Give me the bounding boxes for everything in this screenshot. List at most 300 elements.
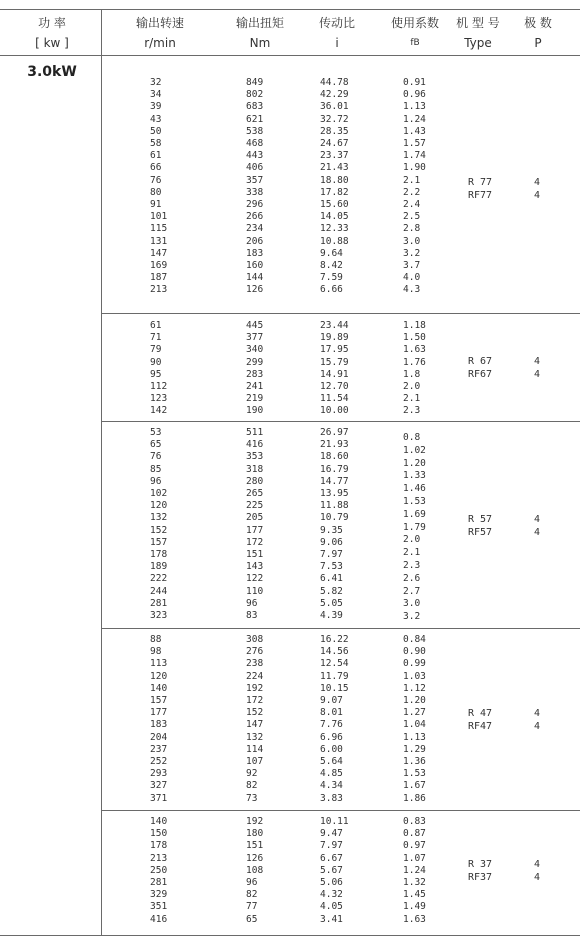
speed-value: 32: [150, 77, 162, 88]
service-factor-value: 1.24: [403, 113, 426, 125]
service-factor-value: 2.1: [403, 547, 421, 559]
torque-value: 205: [246, 512, 264, 524]
service-factor-value: 1.8: [403, 368, 421, 380]
model-type-value: RF47: [468, 721, 493, 732]
header-model: 机 型 号: [456, 16, 500, 30]
service-factor-column: [403, 432, 426, 624]
torque-value: 65: [246, 913, 258, 925]
service-factor-value: 1.27: [403, 707, 426, 719]
ratio-value: 6.67: [320, 852, 343, 864]
service-factor-value: 1.49: [403, 901, 426, 913]
speed-value: 213: [150, 284, 168, 296]
ratio-value: 5.82: [320, 585, 343, 597]
ratio-value: 26.97: [320, 427, 349, 438]
speed-value: 140: [150, 682, 168, 694]
service-factor-value: 0.90: [403, 646, 426, 658]
service-factor-value: 1.36: [403, 756, 426, 768]
model-type: [468, 513, 492, 539]
speed-value: 112: [150, 381, 168, 393]
speed-value: 90: [150, 356, 162, 368]
header-poles-unit: P: [534, 36, 542, 50]
speed-value: 213: [150, 852, 168, 864]
header-ratio: 传动比: [318, 16, 355, 30]
speed-value: 58: [150, 138, 162, 150]
service-factor-value: 2.2: [403, 186, 421, 198]
model-type-value: R 57: [468, 514, 493, 525]
ratio-value: 11.88: [320, 500, 349, 512]
speed-value: 102: [150, 488, 168, 500]
ratio-value: 19.89: [320, 332, 349, 344]
ratio-value: 8.01: [320, 707, 343, 719]
header-service-factor-unit: fB: [410, 38, 420, 48]
ratio-value: 7.59: [320, 272, 343, 284]
service-factor-value: 2.1: [403, 393, 421, 405]
ratio-value: 10.11: [320, 816, 349, 827]
torque-value: 299: [246, 356, 264, 368]
group-separator: [101, 628, 580, 629]
ratio-value: 11.79: [320, 670, 349, 682]
service-factor-value: 0.97: [403, 840, 426, 852]
header-output-torque: 输出扭矩: [235, 16, 284, 30]
torque-value: 353: [246, 451, 264, 463]
torque-value: 340: [246, 344, 264, 356]
service-factor-value: 1.02: [403, 444, 426, 456]
ratio-value: 36.01: [320, 101, 349, 113]
speed-value: 281: [150, 877, 168, 889]
service-factor-value: 1.20: [403, 457, 426, 469]
header-power: 功 率: [38, 16, 66, 30]
model-type: [468, 858, 492, 884]
ratio-value: 5.67: [320, 864, 343, 876]
torque-column: [246, 634, 263, 805]
service-factor-value: 1.79: [403, 521, 426, 533]
service-factor-value: 1.29: [403, 743, 426, 755]
speed-value: 178: [150, 549, 168, 561]
ratio-value: 12.70: [320, 381, 349, 393]
speed-value: 150: [150, 828, 168, 840]
speed-value: 147: [150, 247, 168, 259]
header-model-unit: Type: [464, 36, 492, 50]
service-factor-value: 0.87: [403, 828, 426, 840]
speed-value: 327: [150, 780, 168, 792]
torque-value: 280: [246, 475, 264, 487]
speed-value: 66: [150, 162, 162, 174]
torque-value: 206: [246, 235, 264, 247]
model-type-value: R 77: [468, 177, 493, 188]
service-factor-value: 1.63: [403, 344, 426, 356]
torque-value: 234: [246, 223, 264, 235]
model-type-value: RF67: [468, 369, 493, 380]
torque-value: 122: [246, 573, 264, 585]
ratio-value: 9.35: [320, 524, 343, 536]
header-service-factor: 使用系数: [390, 16, 439, 30]
ratio-value: 6.41: [320, 573, 343, 585]
ratio-column: [320, 427, 349, 622]
torque-value: 538: [246, 125, 264, 137]
torque-value: 152: [246, 707, 264, 719]
speed-value: 76: [150, 174, 162, 186]
ratio-value: 16.79: [320, 463, 349, 475]
speed-value: 140: [150, 816, 168, 827]
torque-value: 416: [246, 439, 264, 451]
speed-value: 91: [150, 199, 162, 211]
pole-count: [534, 355, 540, 381]
ratio-value: 7.53: [320, 561, 343, 573]
service-factor-value: 1.50: [403, 332, 426, 344]
torque-value: 126: [246, 852, 264, 864]
ratio-value: 9.07: [320, 695, 343, 707]
pole-count-value: 4: [534, 514, 541, 525]
model-type-value: RF57: [468, 527, 493, 538]
speed-value: 250: [150, 864, 168, 876]
speed-value: 157: [150, 695, 168, 707]
service-factor-value: 1.67: [403, 780, 426, 792]
speed-value: 252: [150, 756, 168, 768]
speed-value: 113: [150, 658, 168, 670]
speed-column: [150, 77, 167, 297]
service-factor-value: 2.4: [403, 199, 421, 211]
pole-count: [534, 707, 540, 733]
service-factor-value: 1.90: [403, 162, 426, 174]
torque-value: 192: [246, 816, 264, 827]
ratio-value: 7.97: [320, 549, 343, 561]
ratio-value: 5.06: [320, 877, 343, 889]
model-type-value: R 37: [468, 859, 493, 870]
torque-value: 190: [246, 405, 264, 417]
service-factor-value: 2.0: [403, 534, 421, 546]
service-factor-value: 3.2: [403, 611, 421, 623]
speed-value: 371: [150, 792, 168, 804]
speed-column: [150, 320, 167, 418]
service-factor-value: 1.74: [403, 150, 426, 162]
service-factor-column: [403, 634, 426, 805]
torque-value: 219: [246, 393, 264, 405]
service-factor-value: 1.43: [403, 125, 426, 137]
torque-value: 82: [246, 889, 258, 901]
ratio-value: 4.05: [320, 901, 343, 913]
torque-value: 144: [246, 272, 264, 284]
speed-value: 61: [150, 320, 162, 331]
speed-value: 178: [150, 840, 168, 852]
speed-value: 96: [150, 475, 162, 487]
service-factor-value: 2.5: [403, 211, 421, 223]
service-factor-value: 1.24: [403, 864, 426, 876]
table-top-border: [0, 9, 580, 10]
service-factor-value: 1.63: [403, 913, 426, 925]
speed-value: 34: [150, 89, 162, 101]
service-factor-value: 2.0: [403, 381, 421, 393]
speed-value: 88: [150, 634, 162, 645]
ratio-value: 23.37: [320, 150, 349, 162]
pole-count-value: 4: [534, 721, 541, 732]
header-ratio-unit: i: [335, 36, 339, 50]
torque-value: 114: [246, 743, 264, 755]
service-factor-value: 2.6: [403, 572, 421, 584]
speed-value: 142: [150, 405, 168, 417]
speed-value: 101: [150, 211, 168, 223]
ratio-value: 21.93: [320, 439, 349, 451]
speed-value: 76: [150, 451, 162, 463]
speed-value: 237: [150, 743, 168, 755]
torque-value: 308: [246, 634, 264, 645]
speed-value: 187: [150, 272, 168, 284]
ratio-value: 4.85: [320, 768, 343, 780]
torque-value: 183: [246, 247, 264, 259]
ratio-value: 21.43: [320, 162, 349, 174]
torque-value: 126: [246, 284, 264, 296]
torque-value: 160: [246, 260, 264, 272]
service-factor-value: 1.46: [403, 483, 426, 495]
torque-value: 151: [246, 840, 264, 852]
service-factor-value: 1.45: [403, 889, 426, 901]
service-factor-value: 1.69: [403, 508, 426, 520]
power-value: 3.0kW: [27, 64, 77, 80]
group-separator: [101, 421, 580, 422]
service-factor-value: 1.03: [403, 670, 426, 682]
ratio-column: [320, 816, 349, 926]
service-factor-value: 2.1: [403, 174, 421, 186]
ratio-value: 9.47: [320, 828, 343, 840]
service-factor-value: 1.18: [403, 320, 426, 331]
torque-value: 225: [246, 500, 264, 512]
speed-value: 123: [150, 393, 168, 405]
ratio-value: 13.95: [320, 488, 349, 500]
torque-value: 445: [246, 320, 264, 331]
pole-count: [534, 176, 540, 202]
ratio-value: 11.54: [320, 393, 349, 405]
speed-value: 120: [150, 500, 168, 512]
service-factor-value: 1.13: [403, 101, 426, 113]
speed-value: 65: [150, 439, 162, 451]
torque-value: 266: [246, 211, 264, 223]
torque-value: 357: [246, 174, 264, 186]
model-type: [468, 355, 492, 381]
ratio-value: 10.88: [320, 235, 349, 247]
service-factor-value: 3.7: [403, 260, 421, 272]
ratio-value: 9.06: [320, 536, 343, 548]
service-factor-column: [403, 816, 426, 926]
pole-count: [534, 513, 540, 539]
speed-value: 189: [150, 561, 168, 573]
speed-value: 293: [150, 768, 168, 780]
speed-value: 80: [150, 186, 162, 198]
service-factor-value: 0.8: [403, 432, 421, 443]
service-factor-value: 3.2: [403, 247, 421, 259]
speed-column: [150, 634, 167, 805]
service-factor-value: 3.0: [403, 598, 421, 610]
service-factor-value: 3.0: [403, 235, 421, 247]
torque-value: 172: [246, 695, 264, 707]
ratio-value: 32.72: [320, 113, 349, 125]
model-type-value: R 67: [468, 356, 493, 367]
service-factor-value: 2.3: [403, 405, 421, 417]
service-factor-value: 1.53: [403, 768, 426, 780]
speed-column: [150, 427, 167, 622]
ratio-value: 28.35: [320, 125, 349, 137]
service-factor-value: 2.3: [403, 559, 421, 571]
torque-value: 82: [246, 780, 258, 792]
ratio-value: 17.95: [320, 344, 349, 356]
torque-value: 238: [246, 658, 264, 670]
service-factor-value: 1.76: [403, 356, 426, 368]
ratio-value: 3.83: [320, 792, 343, 804]
model-type: [468, 707, 492, 733]
speed-value: 183: [150, 719, 168, 731]
torque-column: [246, 816, 263, 926]
ratio-value: 10.00: [320, 405, 349, 417]
torque-value: 318: [246, 463, 264, 475]
torque-column: [246, 320, 263, 418]
torque-value: 180: [246, 828, 264, 840]
ratio-value: 6.66: [320, 284, 343, 296]
service-factor-value: 1.12: [403, 682, 426, 694]
torque-value: 377: [246, 332, 264, 344]
speed-value: 132: [150, 512, 168, 524]
ratio-value: 18.60: [320, 451, 349, 463]
ratio-column: [320, 634, 349, 805]
torque-value: 77: [246, 901, 258, 913]
ratio-value: 12.54: [320, 658, 349, 670]
torque-value: 511: [246, 427, 264, 438]
speed-value: 222: [150, 573, 168, 585]
torque-value: 468: [246, 138, 264, 150]
speed-value: 95: [150, 368, 162, 380]
ratio-column: [320, 320, 349, 418]
speed-value: 323: [150, 610, 168, 622]
torque-value: 147: [246, 719, 264, 731]
service-factor-value: 1.57: [403, 138, 426, 150]
ratio-value: 14.91: [320, 368, 349, 380]
service-factor-value: 1.13: [403, 731, 426, 743]
ratio-value: 6.00: [320, 743, 343, 755]
torque-value: 276: [246, 646, 264, 658]
pole-count-value: 4: [534, 190, 541, 201]
model-type-value: RF37: [468, 872, 493, 883]
speed-value: 79: [150, 344, 162, 356]
ratio-value: 5.05: [320, 597, 343, 609]
torque-value: 73: [246, 792, 258, 804]
torque-column: [246, 427, 263, 622]
pole-count: [534, 858, 540, 884]
service-factor-value: 0.96: [403, 89, 426, 101]
service-factor-value: 1.33: [403, 470, 426, 482]
model-type-value: R 47: [468, 708, 493, 719]
ratio-value: 9.64: [320, 247, 343, 259]
service-factor-value: 4.3: [403, 284, 421, 296]
ratio-value: 14.05: [320, 211, 349, 223]
torque-value: 849: [246, 77, 264, 88]
torque-value: 241: [246, 381, 264, 393]
torque-value: 283: [246, 368, 264, 380]
ratio-value: 44.78: [320, 77, 349, 88]
torque-value: 108: [246, 864, 264, 876]
ratio-value: 10.79: [320, 512, 349, 524]
speed-value: 204: [150, 731, 168, 743]
speed-value: 177: [150, 707, 168, 719]
torque-value: 683: [246, 101, 264, 113]
service-factor-column: [403, 320, 426, 418]
speed-value: 39: [150, 101, 162, 113]
service-factor-value: 1.53: [403, 495, 426, 507]
ratio-value: 23.44: [320, 320, 349, 331]
torque-value: 92: [246, 768, 258, 780]
service-factor-value: 2.8: [403, 223, 421, 235]
ratio-value: 12.33: [320, 223, 349, 235]
speed-value: 351: [150, 901, 168, 913]
ratio-value: 18.80: [320, 174, 349, 186]
torque-value: 151: [246, 549, 264, 561]
speed-value: 85: [150, 463, 162, 475]
speed-value: 120: [150, 670, 168, 682]
ratio-value: 7.97: [320, 840, 343, 852]
ratio-value: 15.79: [320, 356, 349, 368]
pole-count-value: 4: [534, 177, 541, 188]
speed-value: 71: [150, 332, 162, 344]
ratio-value: 5.64: [320, 756, 343, 768]
header-output-speed: 输出转速: [135, 16, 184, 30]
header-output-speed-unit: r/min: [144, 36, 176, 50]
ratio-value: 7.76: [320, 719, 343, 731]
torque-value: 443: [246, 150, 264, 162]
speed-value: 416: [150, 913, 168, 925]
speed-value: 152: [150, 524, 168, 536]
group-separator: [101, 810, 580, 811]
torque-value: 265: [246, 488, 264, 500]
torque-value: 96: [246, 877, 258, 889]
speed-value: 329: [150, 889, 168, 901]
speed-value: 244: [150, 585, 168, 597]
ratio-value: 24.67: [320, 138, 349, 150]
ratio-value: 4.32: [320, 889, 343, 901]
speed-value: 157: [150, 536, 168, 548]
ratio-value: 8.42: [320, 260, 343, 272]
torque-value: 224: [246, 670, 264, 682]
power-column-divider: [101, 9, 102, 936]
ratio-value: 3.41: [320, 913, 343, 925]
service-factor-value: 0.84: [403, 634, 426, 645]
ratio-column: [320, 77, 349, 297]
service-factor-value: 0.91: [403, 77, 426, 88]
header-output-torque-unit: Nm: [249, 36, 271, 50]
ratio-value: 4.34: [320, 780, 343, 792]
service-factor-value: 0.83: [403, 816, 426, 827]
ratio-value: 14.56: [320, 646, 349, 658]
model-type: [468, 176, 492, 202]
pole-count-value: 4: [534, 527, 541, 538]
service-factor-value: 2.7: [403, 585, 421, 597]
torque-value: 802: [246, 89, 264, 101]
pole-count-value: 4: [534, 859, 541, 870]
torque-value: 110: [246, 585, 264, 597]
torque-value: 132: [246, 731, 264, 743]
torque-value: 172: [246, 536, 264, 548]
speed-value: 131: [150, 235, 168, 247]
model-type-value: RF77: [468, 190, 493, 201]
pole-count-value: 4: [534, 369, 541, 380]
torque-column: [246, 77, 263, 297]
ratio-value: 42.29: [320, 89, 349, 101]
speed-value: 61: [150, 150, 162, 162]
torque-value: 107: [246, 756, 264, 768]
header-power-unit: [ kw ]: [35, 36, 69, 50]
speed-value: 50: [150, 125, 162, 137]
torque-value: 96: [246, 597, 258, 609]
service-factor-value: 1.32: [403, 877, 426, 889]
torque-value: 338: [246, 186, 264, 198]
speed-value: 98: [150, 646, 162, 658]
ratio-value: 17.82: [320, 186, 349, 198]
torque-value: 406: [246, 162, 264, 174]
